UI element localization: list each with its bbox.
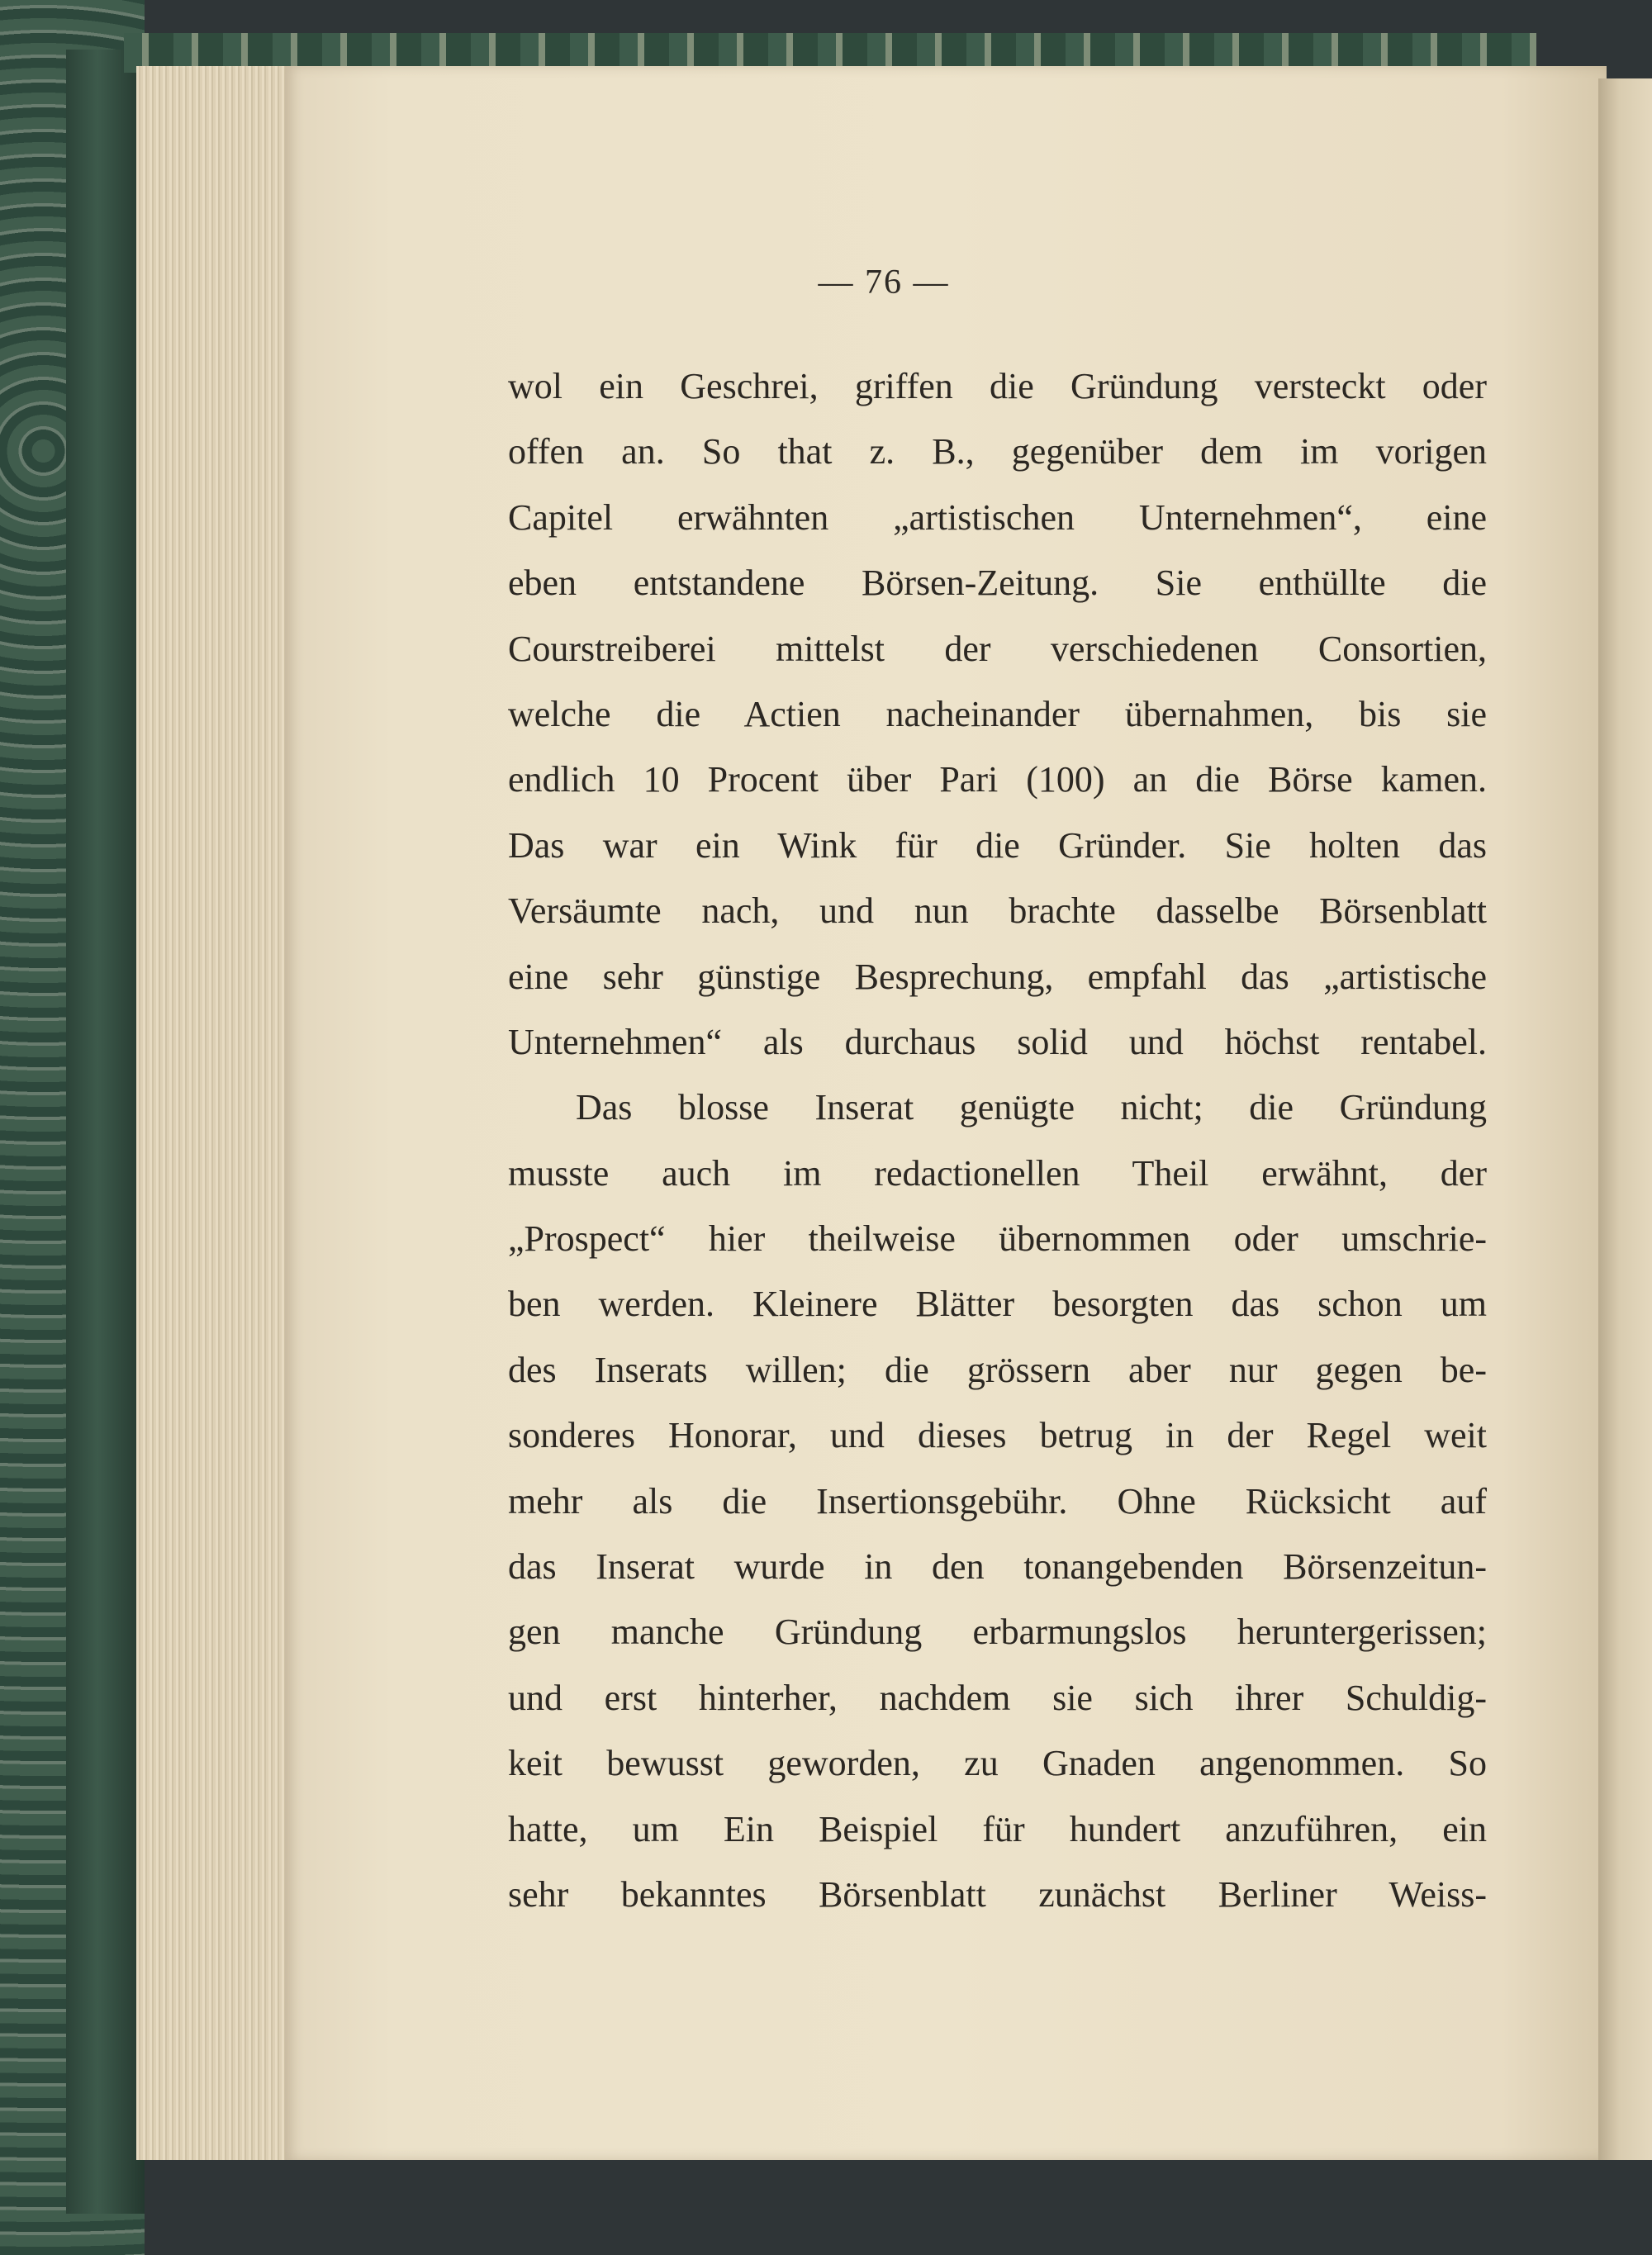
page-edges bbox=[136, 66, 293, 2160]
text-line: und erst hinterher, nachdem sie sich ihrer Schuldig- bbox=[508, 1677, 1487, 1718]
text-line: das Inserat wurde in den tonangebenden Börsenzeitun- bbox=[508, 1546, 1487, 1588]
book-spine-edge bbox=[66, 50, 145, 2214]
text-line: Capitel erwähnten „artistischen Unternehmen“, eine bbox=[508, 496, 1487, 538]
text-line: „Prospect“ hier theilweise übernommen oder umschrie- bbox=[508, 1218, 1487, 1260]
text-line: Das war ein Wink für die Gründer. Sie holten das bbox=[508, 824, 1487, 866]
text-line: wol ein Geschrei, griffen die Gründung versteckt oder bbox=[508, 366, 1487, 406]
body-text bbox=[508, 354, 1487, 1927]
text-line: Unternehmen“ als durchaus solid und höchst rentabel. bbox=[508, 1021, 1487, 1062]
text-line: Versäumte nach, und nun brachte dasselbe Börsenblatt bbox=[508, 890, 1487, 932]
text-line: eben entstandene Börsen-Zeitung. Sie enthüllte die bbox=[508, 563, 1487, 604]
text-line: sonderes Honorar, und dieses betrug in der Regel weit bbox=[508, 1415, 1487, 1456]
text-line: sehr bekanntes Börsenblatt zunächst Berliner Weiss- bbox=[508, 1873, 1487, 1915]
text-line: ben werden. Kleinere Blätter besorgten das schon um bbox=[508, 1284, 1487, 1325]
page-number: — 76 — bbox=[818, 263, 950, 301]
text-line: musste auch im redactionellen Theil erwähnt, der bbox=[508, 1152, 1487, 1194]
text-line: des Inserats willen; die grössern aber nur gegen be- bbox=[508, 1349, 1487, 1390]
text-line: endlich 10 Procent über Pari (100) an die Börse kamen. bbox=[508, 759, 1487, 800]
text-line: keit bewusst geworden, zu Gnaden angenommen. So bbox=[508, 1743, 1487, 1784]
text-line: hatte, um Ein Beispiel für hundert anzuführen, ein bbox=[508, 1808, 1487, 1849]
facing-page-edge bbox=[1598, 78, 1652, 2160]
text-line: welche die Actien nacheinander übernahmen, bis sie bbox=[508, 693, 1487, 734]
text-line: gen manche Gründung erbarmungslos heruntergerissen; bbox=[508, 1612, 1487, 1653]
text-line: mehr als die Insertionsgebühr. Ohne Rücksicht auf bbox=[508, 1480, 1487, 1522]
text-line: eine sehr günstige Besprechung, empfahl das „artistische bbox=[508, 956, 1487, 997]
text-line: offen an. So that z. B., gegenüber dem im vorigen bbox=[508, 431, 1487, 472]
text-line-paragraph-start: Das blosse Inserat genügte nicht; die Gründung bbox=[576, 1087, 1487, 1128]
text-line: Courstreiberei mittelst der verschiedenen Consortien, bbox=[508, 628, 1487, 669]
